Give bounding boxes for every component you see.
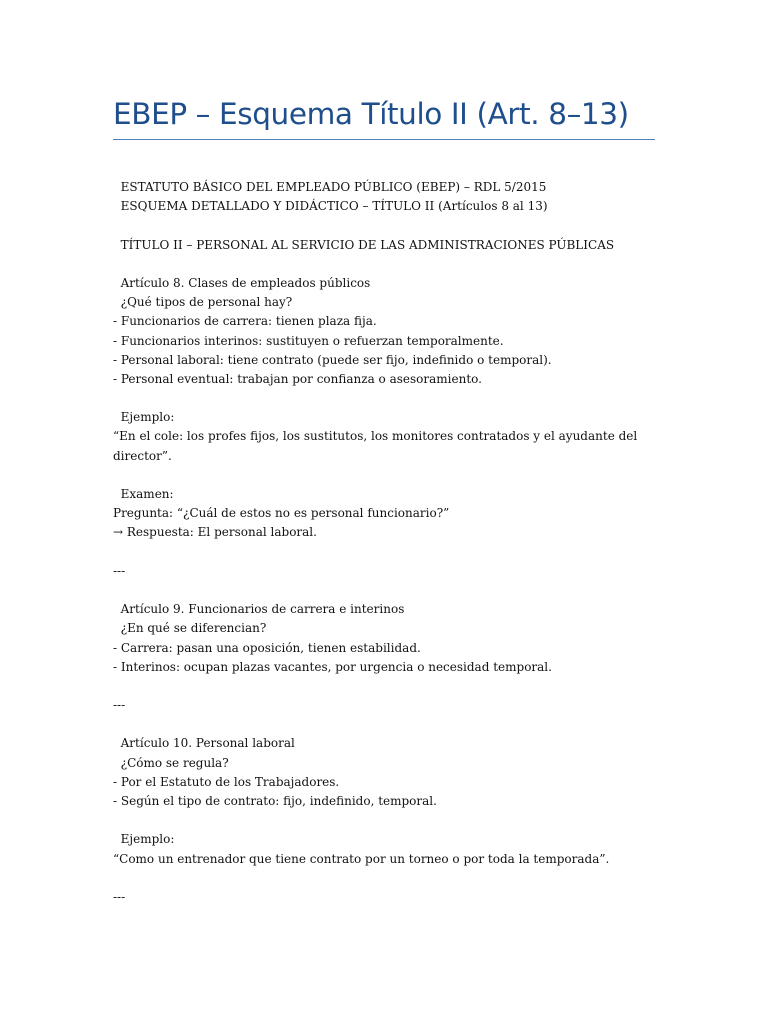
document-body [113, 178, 638, 907]
text-line: Pregunta: “¿Cuál de estos no es personal funcionario?” [113, 506, 450, 521]
title-divider [113, 139, 655, 140]
list-item: - Funcionarios de carrera: tienen plaza fija. [113, 314, 377, 329]
blank-line [113, 715, 633, 734]
text-line: “En el cole: los profes fijos, los sustitutos, los monitores contratados y el ayudante del [113, 429, 638, 444]
list-item: - Interinos: ocupan plazas vacantes, por urgencia o necesidad temporal. [113, 659, 552, 674]
article-heading: Artículo 8. Clases de empleados públicos [113, 275, 371, 290]
list-item: - Según el tipo de contrato: fijo, indefinido, temporal. [113, 794, 437, 808]
list-item: - Carrera: pasan una oposición, tienen estabilidad. [113, 640, 421, 655]
text-line: ESQUEMA DETALLADO Y DIDÁCTICO – TÍTULO II (Artículos 8 al 13) [113, 199, 548, 214]
text-line: ESTATUTO BÁSICO DEL EMPLEADO PÚBLICO (EBEP) – RDL 5/2015 [113, 180, 547, 194]
text-line: → Respuesta: El personal laboral. [113, 525, 317, 540]
blank-line [113, 677, 633, 696]
list-item: - Personal eventual: trabajan por confianza o asesoramiento. [113, 371, 482, 386]
text-line: director”. [113, 448, 172, 463]
document-title: EBEP – Esquema Título II (Art. 8–13) [113, 97, 629, 131]
section-separator: --- [113, 889, 126, 904]
text-line: “Como un entrenador que tiene contrato por un torneo o por toda la temporada”. [113, 851, 610, 866]
blank-line [113, 811, 633, 830]
blank-line [113, 216, 633, 235]
text-line: ¿Qué tipos de personal hay? [113, 295, 293, 310]
blank-line [113, 581, 633, 600]
text-line: Ejemplo: [113, 410, 175, 425]
text-line: Examen: [113, 487, 174, 501]
blank-line [113, 869, 633, 888]
article-heading: Artículo 10. Personal laboral [113, 736, 295, 751]
list-item: - Por el Estatuto de los Trabajadores. [113, 774, 340, 789]
section-separator: --- [113, 698, 126, 713]
list-item: - Funcionarios interinos: sustituyen o refuerzan temporalmente. [113, 333, 504, 348]
section-separator: --- [113, 563, 126, 578]
text-line: ¿En qué se diferencian? [113, 621, 267, 636]
blank-line [113, 255, 633, 274]
text-line: ¿Cómo se regula? [113, 755, 229, 770]
blank-line [113, 543, 633, 562]
list-item: - Personal laboral: tiene contrato (puede ser fijo, indefinido o temporal). [113, 352, 552, 367]
text-line: TÍTULO II – PERSONAL AL SERVICIO DE LAS ADMINISTRACIONES PÚBLICAS [113, 237, 615, 252]
text-line: Ejemplo: [113, 832, 175, 847]
article-heading: Artículo 9. Funcionarios de carrera e interinos [113, 602, 405, 617]
blank-line [113, 389, 633, 408]
blank-line [113, 466, 633, 485]
